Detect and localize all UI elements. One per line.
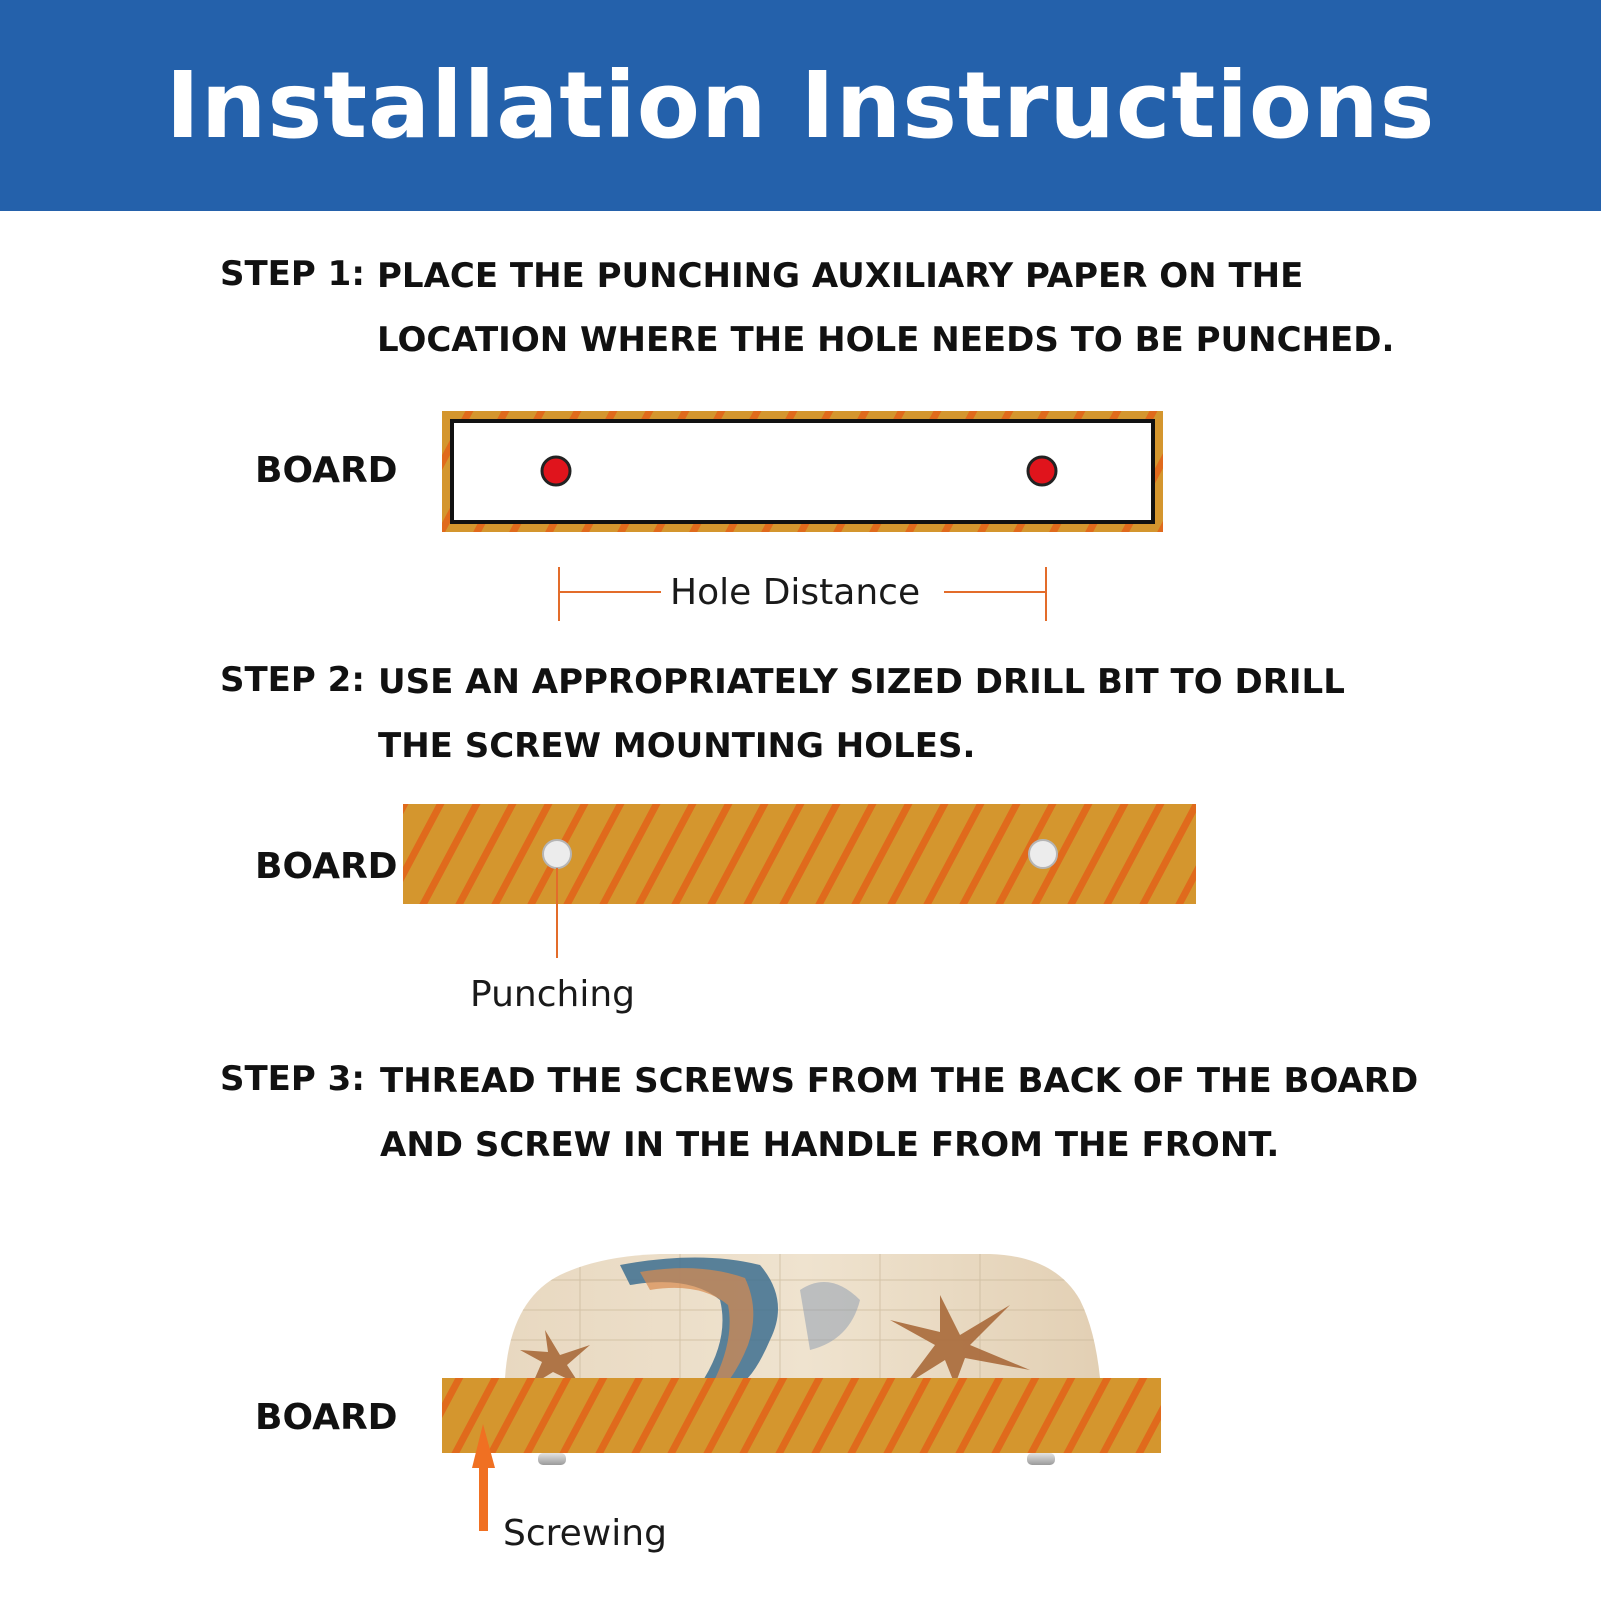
hole-marker-right bbox=[1028, 457, 1056, 485]
handle-image bbox=[500, 1250, 1110, 1385]
step-1-line-2: LOCATION WHERE THE HOLE NEEDS TO BE PUNCHED. bbox=[377, 320, 1395, 360]
board-label-step-2: BOARD bbox=[255, 846, 398, 887]
step-3-assembly bbox=[442, 1250, 1161, 1531]
hole-distance-dimension bbox=[559, 567, 1046, 621]
step-2-label: STEP 2: bbox=[220, 660, 365, 700]
punching-caption: Punching bbox=[470, 974, 635, 1015]
screwing-caption: Screwing bbox=[503, 1513, 667, 1554]
step-3-label: STEP 3: bbox=[220, 1059, 365, 1099]
step-3-board-bar bbox=[442, 1378, 1161, 1453]
drilled-hole-left bbox=[543, 840, 571, 868]
step-2-line-2: THE SCREW MOUNTING HOLES. bbox=[378, 726, 976, 766]
page-title: Installation Instructions bbox=[165, 52, 1436, 159]
step-2-board bbox=[403, 804, 1196, 958]
screw-right bbox=[1027, 1453, 1055, 1465]
board-label-step-1: BOARD bbox=[255, 450, 398, 491]
hole-distance-caption: Hole Distance bbox=[670, 572, 921, 613]
step-1-board bbox=[442, 411, 1163, 532]
screw-left bbox=[538, 1453, 566, 1465]
hole-marker-left bbox=[542, 457, 570, 485]
step-3-line-1: THREAD THE SCREWS FROM THE BACK OF THE BOARD bbox=[380, 1061, 1419, 1101]
step-2-line-1: USE AN APPROPRIATELY SIZED DRILL BIT TO DRILL bbox=[378, 662, 1345, 702]
drilled-hole-right bbox=[1029, 840, 1057, 868]
step-1-label: STEP 1: bbox=[220, 254, 365, 294]
step-3-line-2: AND SCREW IN THE HANDLE FROM THE FRONT. bbox=[380, 1125, 1280, 1165]
board-label-step-3: BOARD bbox=[255, 1397, 398, 1438]
step-1-line-1: PLACE THE PUNCHING AUXILIARY PAPER ON THE bbox=[377, 256, 1304, 296]
